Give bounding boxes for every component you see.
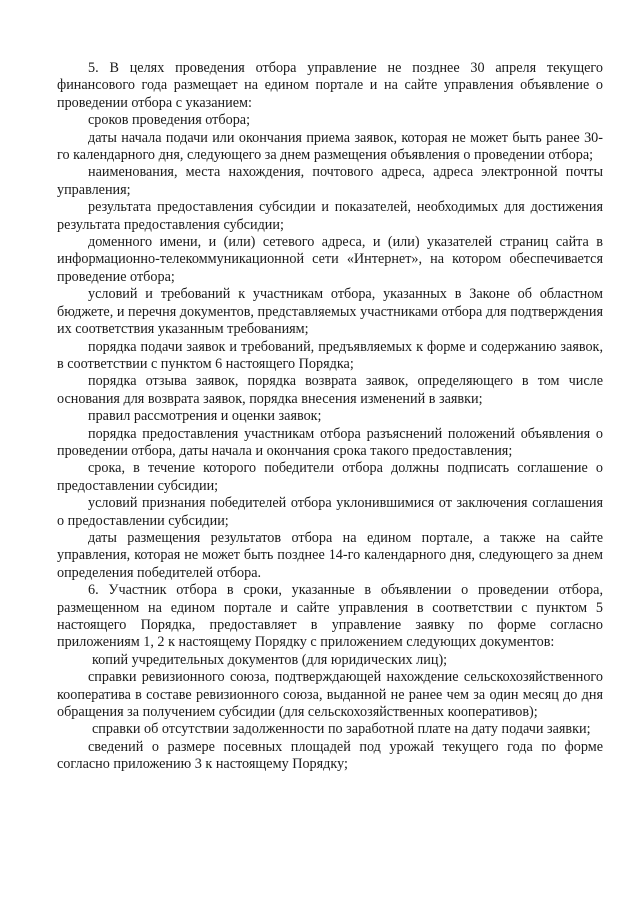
list-item: справки об отсутствии задолженности по заработной плате на дату подачи заявки; — [92, 721, 591, 738]
list-item: справки ревизионного союза, подтверждающей нахождение сельскохозяйственного кооператива в составе ревизионного союза, выданной не ранее чем за один месяц до дня обращения за получением субсидии (для сельскохозяйственных кооперативов); — [57, 669, 603, 721]
list-item: даты начала подачи или окончания приема заявок, которая не может быть ранее 30-го календарного дня, следующего за днем размещения объявления о проведении отбора; — [57, 129, 603, 164]
list-item: правил рассмотрения и оценки заявок; — [88, 408, 322, 425]
paragraph-item-6: 6. Участник отбора в сроки, указанные в объявлении о проведении отбора, размещенном на едином портале и сайте управления в соответствии с пунктом 5 настоящего Порядка, предоставляет в управление заявку по форме согласно приложениям 1, 2 к настоящему Порядку с приложением следующих документов: — [57, 582, 603, 651]
list-item: результата предоставления субсидии и показателей, необходимых для достижения результата предоставления субсидии; — [57, 199, 603, 233]
list-item: условий и требований к участникам отбора, указанных в Законе об областном бюджете, и перечня документов, представляемых участниками отбора для подтверждения их соответствия указанным требованиям; — [57, 286, 603, 338]
paragraph-item-5: 5. В целях проведения отбора управление не позднее 30 апреля текущего финансового года размещает на едином портале и на сайте управления объявление о проведении отбора с указанием: — [57, 60, 603, 111]
list-item: сроков проведения отбора; — [88, 112, 251, 129]
list-item: порядка отзыва заявок, порядка возврата заявок, определяющего в том числе основания для возврата заявок, порядка внесения изменений в заявки; — [57, 373, 603, 407]
list-item: условий признания победителей отбора уклонившимися от заключения соглашения о предоставлении субсидии; — [57, 495, 603, 529]
list-item: срока, в течение которого победители отбора должны подписать соглашение о предоставлении субсидии; — [57, 460, 603, 494]
list-item: доменного имени, и (или) сетевого адреса, и (или) указателей страниц сайта в информационно-телекоммуникационной сети «Интернет», на котором обеспечивается проведение отбора; — [57, 234, 603, 285]
document-body — [57, 60, 603, 774]
list-item: порядка подачи заявок и требований, предъявляемых к форме и содержанию заявок, в соответствии с пунктом 6 настоящего Порядка; — [57, 338, 603, 372]
list-item: копий учредительных документов (для юридических лиц); — [92, 651, 448, 668]
list-item: сведений о размере посевных площадей под урожай текущего года по форме согласно приложению 3 к настоящему Порядку; — [57, 738, 603, 773]
list-item: даты размещения результатов отбора на едином портале, а также на сайте управления, которая не может быть позднее 14-го календарного дня, следующего за днем определения победителей отбора. — [57, 529, 603, 581]
list-item: порядка предоставления участникам отбора разъяснений положений объявления о проведении отбора, даты начала и окончания срока такого предоставления; — [57, 425, 603, 459]
list-item: наименования, места нахождения, почтового адреса, адреса электронной почты управления; — [57, 164, 603, 198]
